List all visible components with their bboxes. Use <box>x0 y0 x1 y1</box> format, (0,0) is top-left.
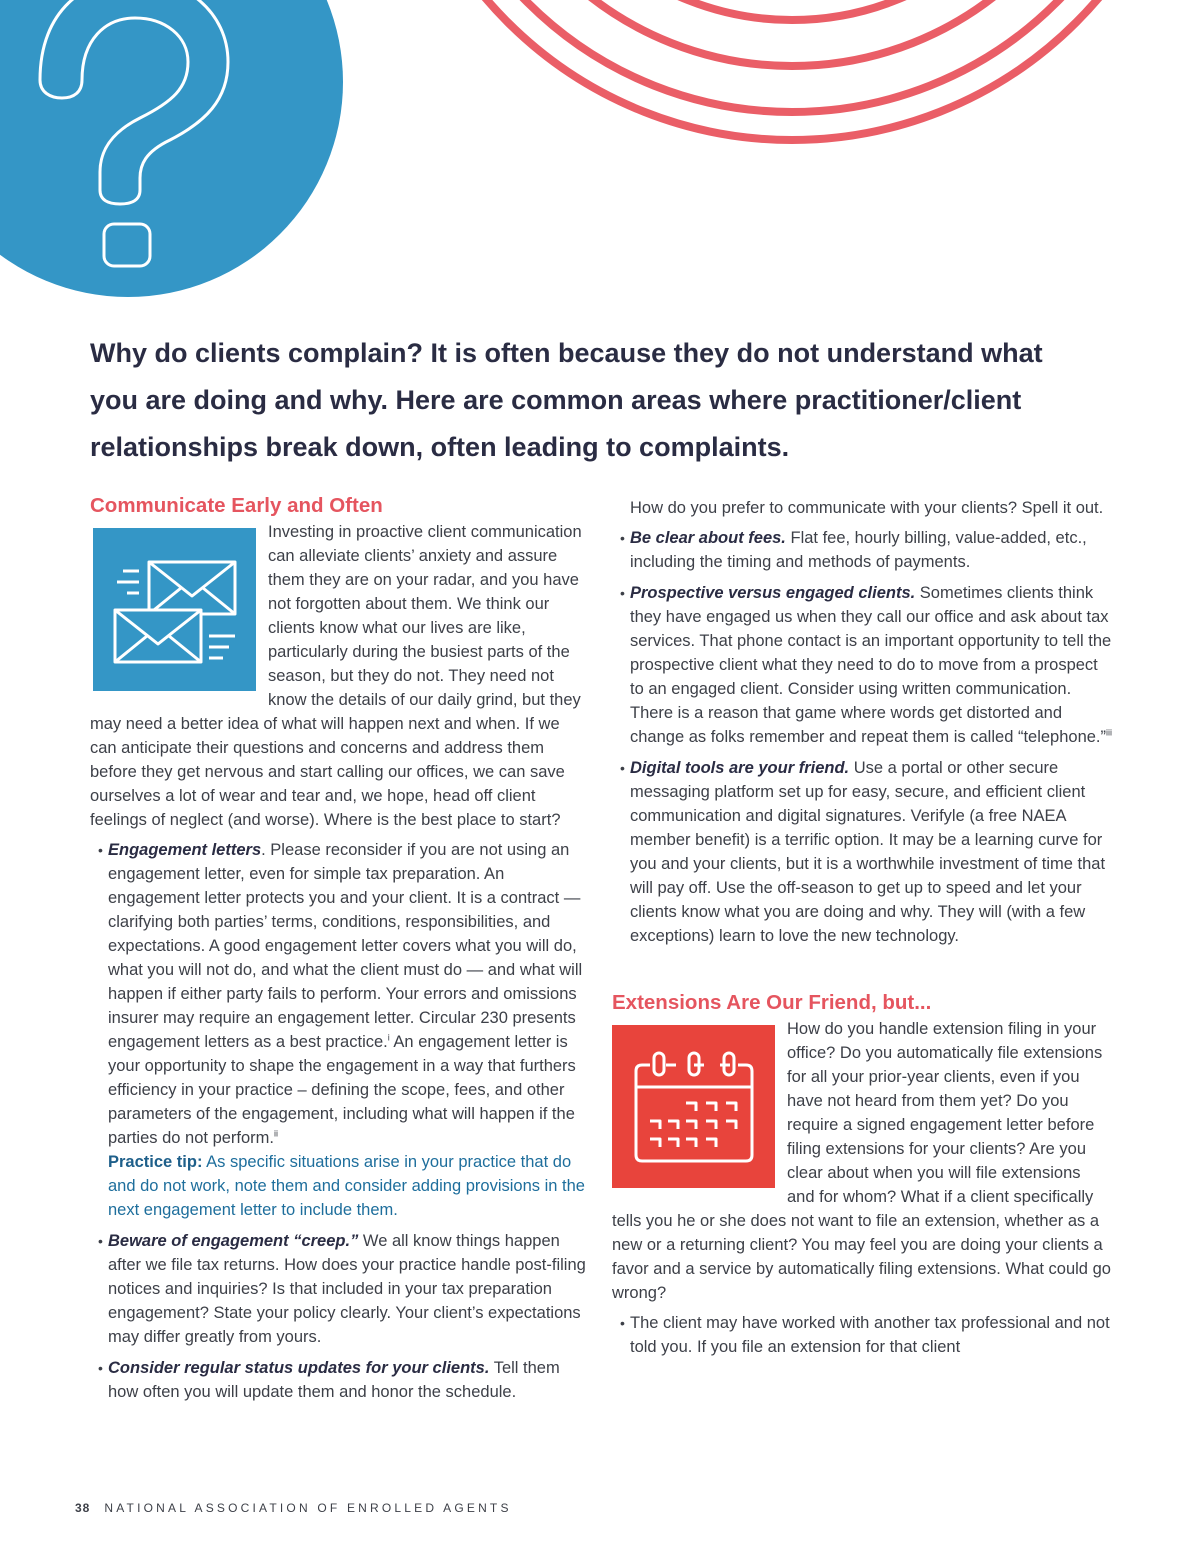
page-number: 38 <box>75 1501 91 1515</box>
bullet-text: We all know things happen after we file tax returns. How does your practice handle post-filing notices and inquiries? Is that included in your tax preparation engagement? State your policy clearly. Your client’s expectations may differ greatly from yours. <box>108 1232 586 1346</box>
page-footer <box>75 1501 512 1515</box>
continuation-text: How do you prefer to communicate with your clients? Spell it out. <box>630 499 1104 517</box>
practice-tip-text: As specific situations arise in your practice that do and do not work, note them and consider adding provisions in the next engagement letter to include them. <box>108 1153 585 1219</box>
section1-paragraph: Investing in proactive client communication can alleviate clients’ anxiety and assure them they are on your radar, and you have not forgotten about them. We think our clients know what our lives are like, particularly during the busiest parts of the season, but they do not. They need not know the details of our daily grind, but they may need a better idea of what will happen next and when. If we can anticipate their questions and concerns and address them before they get nervous and start calling our offices, we can save ourselves a lot of wear and tear and, we hope, head off client feelings of neglect (and worse). Where is the best place to start? <box>90 523 582 829</box>
left-column <box>90 492 590 1411</box>
list-item <box>90 838 590 1222</box>
section2-paragraph: How do you handle extension filing in your office? Do you automatically file extensions for all your prior-year clients, even if you have not heard from them yet? Do you require a signed engagement letter before filing extensions for your clients? Are you clear about when you will file extensions and for whom? What if a client specifically tells you he or she does not want to file an extension, whether as a new or a returning client? You may feel you are doing your clients a favor and a service by automatically filing extensions. What could go wrong? <box>612 1020 1111 1302</box>
section2-bullets <box>612 1311 1112 1359</box>
question-mark-icon <box>0 0 343 297</box>
bullet-text: Sometimes clients think they have engaged us when they call our office and ask about tax services. That phone contact is an important opportunity to tell the prospective client what they need to do to move from a prospect to an engaged client. Consider using written communication. There is a reason that game where words get distorted and change as folks remember and repeat them is called “telephone.” <box>630 584 1112 746</box>
list-item <box>612 581 1112 749</box>
list-item <box>90 1229 590 1349</box>
bullet-text: . Please reconsider if you are not using an engagement letter, even for simple tax preparation. An engagement letter protects you and your client. It is a contract — clarifying both parties’ terms, conditions, responsibilities, and expectations. A good engagement letter covers what you will do, what you will not do, and what the client must do — and what will happen if either party fails to perform. Your errors and omissions insurer may require an engagement letter. Circular 230 presents engagement letters as a best practice. <box>108 841 583 1051</box>
practice-tip-label: Practice tip: <box>108 1153 203 1171</box>
bullet-lead: Engagement letters <box>108 841 262 859</box>
bullet-lead: Consider regular status updates for your clients. <box>108 1359 490 1377</box>
list-item <box>90 1356 590 1404</box>
concentric-arcs <box>390 0 1194 140</box>
section-title-extensions: Extensions Are Our Friend, but... <box>612 991 932 1014</box>
header-decoration <box>0 0 1200 310</box>
publisher-name: NATIONAL ASSOCIATION OF ENROLLED AGENTS <box>104 1501 512 1515</box>
bullet-lead: Prospective versus engaged clients. <box>630 584 916 602</box>
section1-bullets <box>90 838 590 1404</box>
envelopes-icon <box>93 528 256 691</box>
section-title-communicate: Communicate Early and Often <box>90 494 383 517</box>
bullet-text: An engagement letter is your opportunity to shape the engagement in a way that furthers efficiency in your practice – defining the scope, fees, and other parameters of the engagement, including what will happen if the parties do not perform. <box>108 1033 576 1147</box>
bullet-lead: Beware of engagement “creep.” <box>108 1232 359 1250</box>
footnote-ref: iii <box>1106 727 1113 738</box>
bullet-lead: Digital tools are your friend. <box>630 759 850 777</box>
list-item <box>612 756 1112 948</box>
footnote-ref: i <box>387 1032 390 1043</box>
footnote-ref: ii <box>274 1128 278 1139</box>
bullet-lead: Be clear about fees. <box>630 529 786 547</box>
bullet-text: Tell them how often you will update them and honor the schedule. <box>108 1359 560 1401</box>
right-column <box>612 496 1112 1366</box>
bullet-text: Flat fee, hourly billing, value-added, etc., including the timing and methods of payments. <box>630 529 1087 571</box>
bullet-text: Use a portal or other secure messaging platform set up for easy, secure, and efficient client communication and digital signatures. Verifyle (a free NAEA member benefit) is a terrific option. It may be a learning curve for you and your clients, but it is a worthwhile investment of time that will pay off. Use the off-season to get up to speed and let your clients know what you are doing and why. They will (with a few exceptions) learn to love the new technology. <box>630 759 1106 945</box>
right-bullets <box>612 526 1112 948</box>
list-item <box>612 526 1112 574</box>
intro-text: Why do clients complain? It is often because they do not understand what you are doing and why. Here are common areas where practitioner/client relationships break down, often leading to complaints. <box>90 338 1043 462</box>
list-item: • The client may have worked with another tax professional and not told you. If you file an extension for that client <box>612 1311 1112 1359</box>
calendar-icon <box>612 1025 775 1188</box>
